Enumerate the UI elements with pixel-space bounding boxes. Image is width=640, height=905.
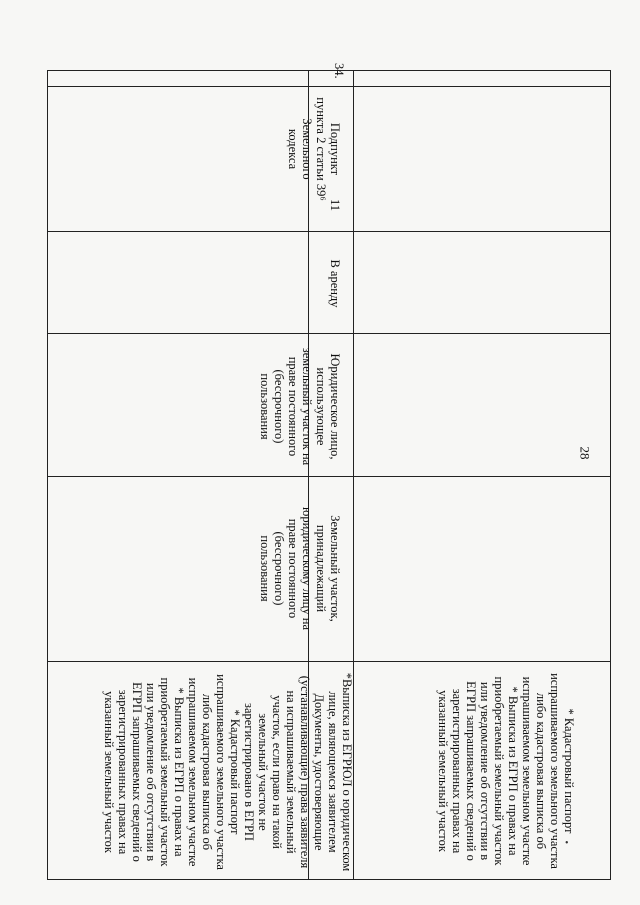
type-cell: В аренду bbox=[328, 259, 342, 308]
scan-mark: • bbox=[565, 838, 569, 849]
documents-cell: *Выписка из ЕГРЮЛ о юридическом лице, являющемся заявителем Документы, удостоверяющие (устанавливающие) права заявителя на испрашиваемый земельный участок, если право на такой земельный участок не зарегистрировано в ЕГРП * Кадастровый паспорт испрашиваемого земельного участка либо кадастровая выписка об испрашиваемом земельном участке * Выписка из ЕГРП о правах на приобретаемый земельный участок или уведомление об отсутствии в ЕГРП запрашиваемых сведений о зарегистрированных правах на указанный земельный участок bbox=[102, 672, 354, 872]
table-frame bbox=[47, 63, 611, 880]
page-number: 28 bbox=[577, 446, 593, 460]
column-line-1 bbox=[48, 86, 610, 87]
column-line-2 bbox=[48, 231, 610, 232]
column-line-3 bbox=[48, 333, 610, 334]
subparagraph-text: Подпункт пункта 2 статьи 39⁶ Земельного кодекса bbox=[286, 97, 342, 201]
row-number: 34. bbox=[332, 63, 346, 79]
prev-row-documents: * Кадастровый паспорт испрашиваемого земельного участка либо кадастровая выписка об испрашиваемом земельном участке * Выписка из ЕГРП о правах на приобретаемый земельный участок или уведомление об отсутствии в ЕГРП запрашиваемых сведений о зарегистрированных правах на указанный земельный участок bbox=[436, 673, 576, 869]
subparagraph-index: 11 bbox=[328, 198, 342, 211]
column-line-4 bbox=[48, 476, 610, 477]
applicant-cell: Юридическое лицо, использующее земельный участок на праве постоянного (бессрочного) пользования bbox=[258, 347, 342, 466]
land-plot-cell: Земельный участок, принадлежащий юридическому лицу на праве постоянного (бессрочного) пользования bbox=[258, 507, 342, 630]
